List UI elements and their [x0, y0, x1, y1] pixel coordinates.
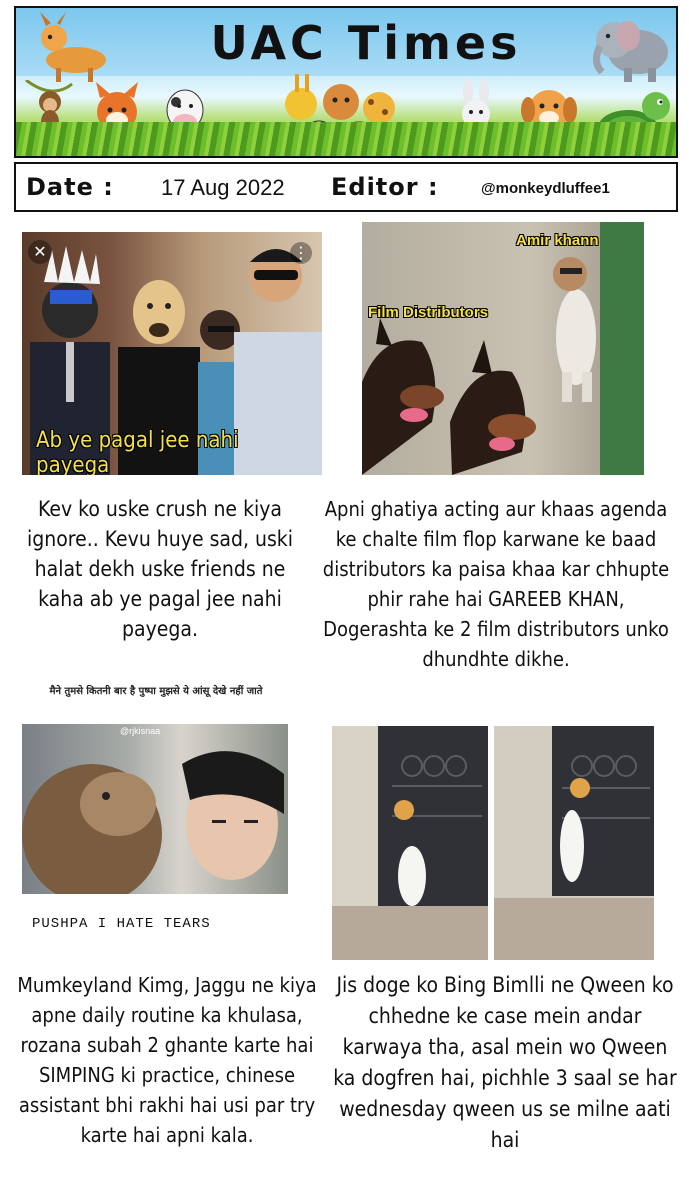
label-amir: Amir khann	[516, 232, 599, 249]
elephant-illustration	[588, 10, 676, 82]
grass-strip	[16, 122, 676, 156]
story-text-kev: Kev ko uske crush ne kiya ignore.. Kevu huye sad, uski halat dekh uske friends ne kaha ab ye pagal jee nahi payega.	[26, 497, 293, 641]
story-text-qween: Jis doge ko Bing Bimlli ne Qween ko chhedne ke case mein andar karwaya tha, asal mein wo Qween ka dogfren hai, pichhle 3 saal se har wednesday qween us se milne aati hai	[333, 973, 677, 1152]
meme-image-pagal	[22, 232, 322, 475]
photo-monkey-woman	[22, 724, 288, 906]
meme-dogs-cat	[362, 222, 644, 475]
watermark-handle: @rjkisnaa	[120, 726, 161, 736]
story-text-gareeb-khan: Apni ghatiya acting aur khaas agenda ke chalte film flop karwane ke baad distributors ka paisa khaa kar chhupte phir rahe hai GAREEB KHAN, Dogerashta ke 2 film distributors unko dhundhte dikhe.	[322, 497, 670, 671]
masthead-banner	[14, 6, 678, 158]
meme-image-pushpa	[22, 684, 288, 956]
editor-handle: @monkeydluffee1	[481, 180, 610, 197]
story-text-mumkeyland: Mumkeyland Kimg, Jaggu ne kiya apne daily routine ka khulasa, rozana subah 2 ghante karte hai SIMPING ki practice, chinese assistant bhi rakhi hai usi par try karte hai apni kala.	[17, 973, 317, 1147]
meme-caption: Ab ye pagal jee nahi payega	[36, 428, 239, 475]
date-editor-bar	[14, 162, 678, 212]
deer-illustration	[26, 12, 122, 82]
editor-label: Editor :	[331, 173, 439, 201]
label-distributors: Film Distributors	[368, 304, 489, 321]
meme-caption-pushpa: PUSHPA I HATE TEARS	[32, 916, 211, 932]
more-vert-icon[interactable]: ⋮	[290, 242, 312, 264]
photo-dog-cat-gate	[332, 726, 654, 960]
meme-image-distributors	[362, 222, 644, 475]
date-value: 17 Aug 2022	[161, 175, 285, 200]
hindi-top-text: मैने तुमसे कितनी बार है पुष्पा मुझसे ये आंसू देखे नहीं जाते	[49, 686, 263, 697]
date-label: Date :	[26, 173, 114, 201]
newspaper-title: UAC Times	[210, 16, 522, 70]
close-icon[interactable]: ✕	[28, 240, 52, 264]
